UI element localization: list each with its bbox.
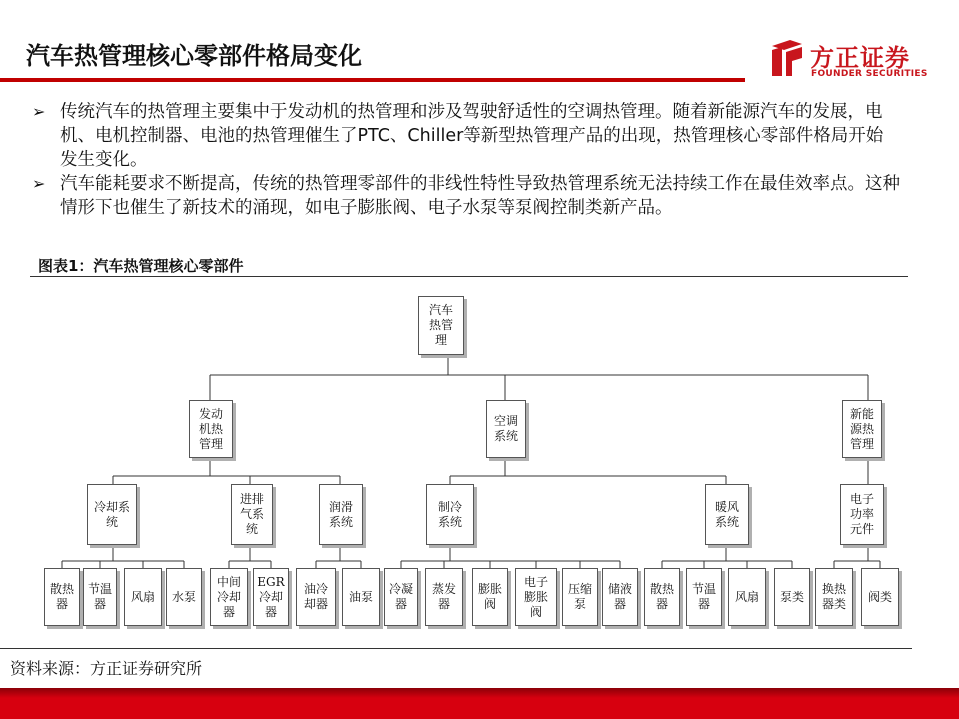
node-leaf: 压缩 泵 [562, 568, 598, 626]
node-leaf: 节温 器 [83, 568, 117, 626]
connector [662, 545, 792, 568]
node-level1: 空调 系统 [486, 400, 526, 458]
node-leaf: 节温 器 [686, 568, 722, 626]
bullet-arrow-icon: ➢ [32, 102, 46, 121]
logo-chinese-name: 方正证券 [810, 44, 910, 72]
source-rule [0, 648, 912, 649]
connector [316, 545, 361, 568]
connector [229, 545, 271, 568]
node-level1: 新能 源热 管理 [842, 400, 882, 458]
node-leaf: 电子 膨胀 阀 [515, 568, 557, 626]
figure-label: 图表1：汽车热管理核心零部件 [38, 257, 244, 275]
footer-shade [0, 688, 959, 698]
node-level2: 冷却系 统 [87, 484, 137, 545]
node-level2: 电子 功率 元件 [840, 484, 884, 545]
node-level2: 进排 气系 统 [231, 484, 273, 545]
node-leaf: EGR 冷却 器 [253, 568, 289, 626]
node-level2: 润滑 系统 [319, 484, 363, 545]
node-leaf: 阀类 [861, 568, 899, 626]
node-leaf: 散热 器 [44, 568, 80, 626]
node-level2: 制冷 系统 [426, 484, 474, 545]
node-leaf: 冷凝 器 [384, 568, 418, 626]
node-leaf: 蒸发 器 [425, 568, 463, 626]
connector [113, 458, 340, 484]
node-leaf: 风扇 [124, 568, 162, 626]
node-leaf: 泵类 [774, 568, 810, 626]
node-level2: 暖风 系统 [705, 484, 749, 545]
connector [834, 545, 880, 568]
node-leaf: 水泵 [166, 568, 202, 626]
node-level1: 发动 机热 管理 [189, 400, 233, 458]
node-leaf: 膨胀 阀 [472, 568, 508, 626]
node-leaf: 换热 器类 [815, 568, 853, 626]
node-leaf: 油冷 却器 [296, 568, 336, 626]
node-leaf: 散热 器 [644, 568, 680, 626]
page-title: 汽车热管理核心零部件格局变化 [26, 42, 362, 70]
node-leaf: 储液 器 [602, 568, 638, 626]
bullet-text: 传统汽车的热管理主要集中于发动机的热管理和涉及驾驶舒适性的空调热管理。随着新能源汽车的发展，电机、电机控制器、电池的热管理催生了PTC、Chiller等新型热管理产品的出现，热管理核心零部件格局开始发生变化。 [60, 102, 884, 170]
connector [450, 458, 726, 484]
node-leaf: 油泵 [342, 568, 380, 626]
node-leaf: 中间 冷却 器 [210, 568, 248, 626]
connector [401, 545, 620, 568]
node-root: 汽车 热管 理 [418, 296, 464, 355]
bullet-arrow-icon: ➢ [32, 174, 46, 193]
connector [62, 545, 184, 568]
logo-english-name: FOUNDER SECURITIES [811, 69, 928, 79]
node-leaf: 风扇 [728, 568, 766, 626]
bullet-text: 汽车能耗要求不断提高，传统的热管理零部件的非线性特性导致热管理系统无法持续工作在最佳效率点。这种情形下也催生了新技术的涌现，如电子膨胀阀、电子水泵等泵阀控制类新产品。 [60, 174, 900, 218]
connector [210, 355, 868, 400]
source-note: 资料来源：方正证券研究所 [10, 659, 203, 678]
